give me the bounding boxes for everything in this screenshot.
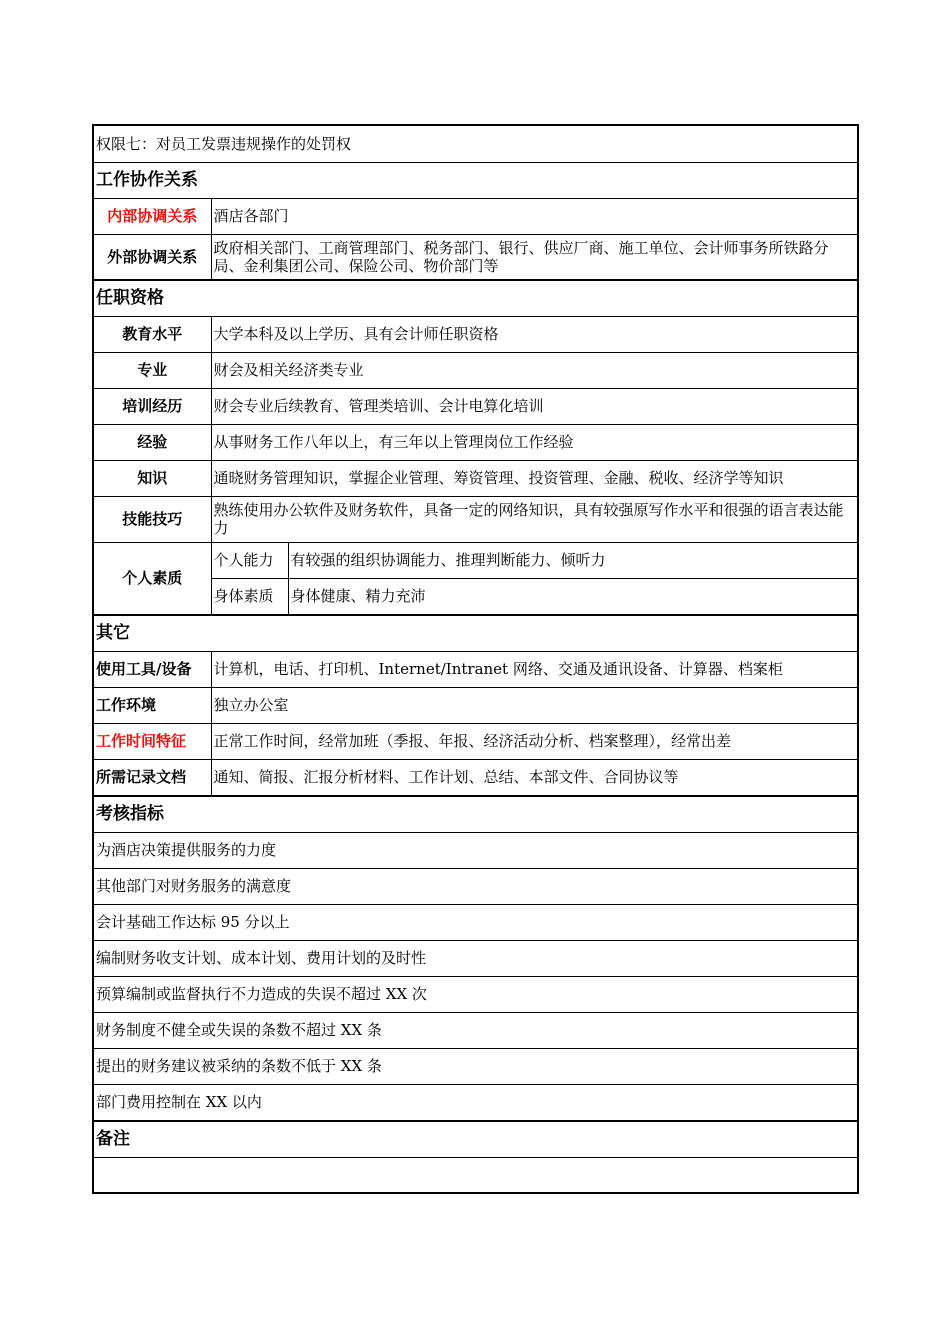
list-item xyxy=(93,868,858,904)
environment-label: 工作环境 xyxy=(93,687,211,723)
list-item xyxy=(93,1012,858,1048)
row-records xyxy=(93,759,858,796)
environment-value: 独立办公室 xyxy=(211,687,858,723)
row-work-time xyxy=(93,723,858,759)
list-item xyxy=(93,832,858,868)
section-title-qualifications: 任职资格 xyxy=(93,280,858,316)
education-label: 教育水平 xyxy=(93,316,211,352)
row-internal xyxy=(93,198,858,234)
ability-label: 个人能力 xyxy=(211,542,288,578)
ability-value: 有较强的组织协调能力、推理判断能力、倾听力 xyxy=(288,542,858,578)
assessment-item: 其他部门对财务服务的满意度 xyxy=(93,868,858,904)
row-skills xyxy=(93,496,858,542)
skills-label: 技能技巧 xyxy=(93,496,211,542)
assessment-item: 会计基础工作达标 95 分以上 xyxy=(93,904,858,940)
internal-label: 内部协调关系 xyxy=(93,198,211,234)
major-value: 财会及相关经济类专业 xyxy=(211,352,858,388)
remarks-value xyxy=(93,1157,858,1193)
permission-text: 权限七：对员工发票违规操作的处罚权 xyxy=(93,125,858,162)
experience-value: 从事财务工作八年以上，有三年以上管理岗位工作经验 xyxy=(211,424,858,460)
section-qualifications xyxy=(93,280,858,316)
section-other xyxy=(93,615,858,651)
external-value: 政府相关部门、工商管理部门、税务部门、银行、供应厂商、施工单位、会计师事务所铁路分局、金利集团公司、保险公司、物价部门等 xyxy=(211,234,858,280)
list-item xyxy=(93,976,858,1012)
section-title-remarks: 备注 xyxy=(93,1121,858,1157)
personal-label: 个人素质 xyxy=(93,542,211,615)
row-experience xyxy=(93,424,858,460)
row-training xyxy=(93,388,858,424)
section-title-other: 其它 xyxy=(93,615,858,651)
assessment-item: 预算编制或监督执行不力造成的失误不超过 XX 次 xyxy=(93,976,858,1012)
assessment-item: 部门费用控制在 XX 以内 xyxy=(93,1084,858,1121)
skills-value: 熟练使用办公软件及财务软件，具备一定的网络知识，具有较强原写作水平和很强的语言表达能力 xyxy=(211,496,858,542)
assessment-item: 编制财务收支计划、成本计划、费用计划的及时性 xyxy=(93,940,858,976)
assessment-item: 提出的财务建议被采纳的条数不低于 XX 条 xyxy=(93,1048,858,1084)
time-value: 正常工作时间，经常加班（季报、年报、经济活动分析、档案整理），经常出差 xyxy=(211,723,858,759)
education-value: 大学本科及以上学历、具有会计师任职资格 xyxy=(211,316,858,352)
physical-value: 身体健康、精力充沛 xyxy=(288,578,858,615)
job-description-table xyxy=(92,124,859,1194)
section-collaboration xyxy=(93,162,858,198)
tools-label: 使用工具/设备 xyxy=(93,651,211,687)
row-knowledge xyxy=(93,460,858,496)
section-remarks xyxy=(93,1121,858,1157)
list-item xyxy=(93,1048,858,1084)
list-item xyxy=(93,940,858,976)
tools-value: 计算机，电话、打印机、Internet/Intranet 网络、交通及通讯设备、计算器、档案柜 xyxy=(211,651,858,687)
experience-label: 经验 xyxy=(93,424,211,460)
major-label: 专业 xyxy=(93,352,211,388)
external-label: 外部协调关系 xyxy=(93,234,211,280)
physical-label: 身体素质 xyxy=(211,578,288,615)
row-external xyxy=(93,234,858,280)
row-remarks xyxy=(93,1157,858,1193)
section-title-assessment: 考核指标 xyxy=(93,796,858,832)
list-item xyxy=(93,904,858,940)
knowledge-label: 知识 xyxy=(93,460,211,496)
training-label: 培训经历 xyxy=(93,388,211,424)
row-education xyxy=(93,316,858,352)
row-environment xyxy=(93,687,858,723)
knowledge-value: 通晓财务管理知识，掌握企业管理、筹资管理、投资管理、金融、税收、经济学等知识 xyxy=(211,460,858,496)
records-value: 通知、简报、汇报分析材料、工作计划、总结、本部文件、合同协议等 xyxy=(211,759,858,796)
permission-row xyxy=(93,125,858,162)
internal-value: 酒店各部门 xyxy=(211,198,858,234)
row-tools xyxy=(93,651,858,687)
list-item xyxy=(93,1084,858,1121)
row-major xyxy=(93,352,858,388)
records-label: 所需记录文档 xyxy=(93,759,211,796)
time-label: 工作时间特征 xyxy=(93,723,211,759)
assessment-item: 为酒店决策提供服务的力度 xyxy=(93,832,858,868)
assessment-item: 财务制度不健全或失误的条数不超过 XX 条 xyxy=(93,1012,858,1048)
row-personal-ability xyxy=(93,542,858,578)
section-title-collaboration: 工作协作关系 xyxy=(93,162,858,198)
training-value: 财会专业后续教育、管理类培训、会计电算化培训 xyxy=(211,388,858,424)
section-assessment xyxy=(93,796,858,832)
